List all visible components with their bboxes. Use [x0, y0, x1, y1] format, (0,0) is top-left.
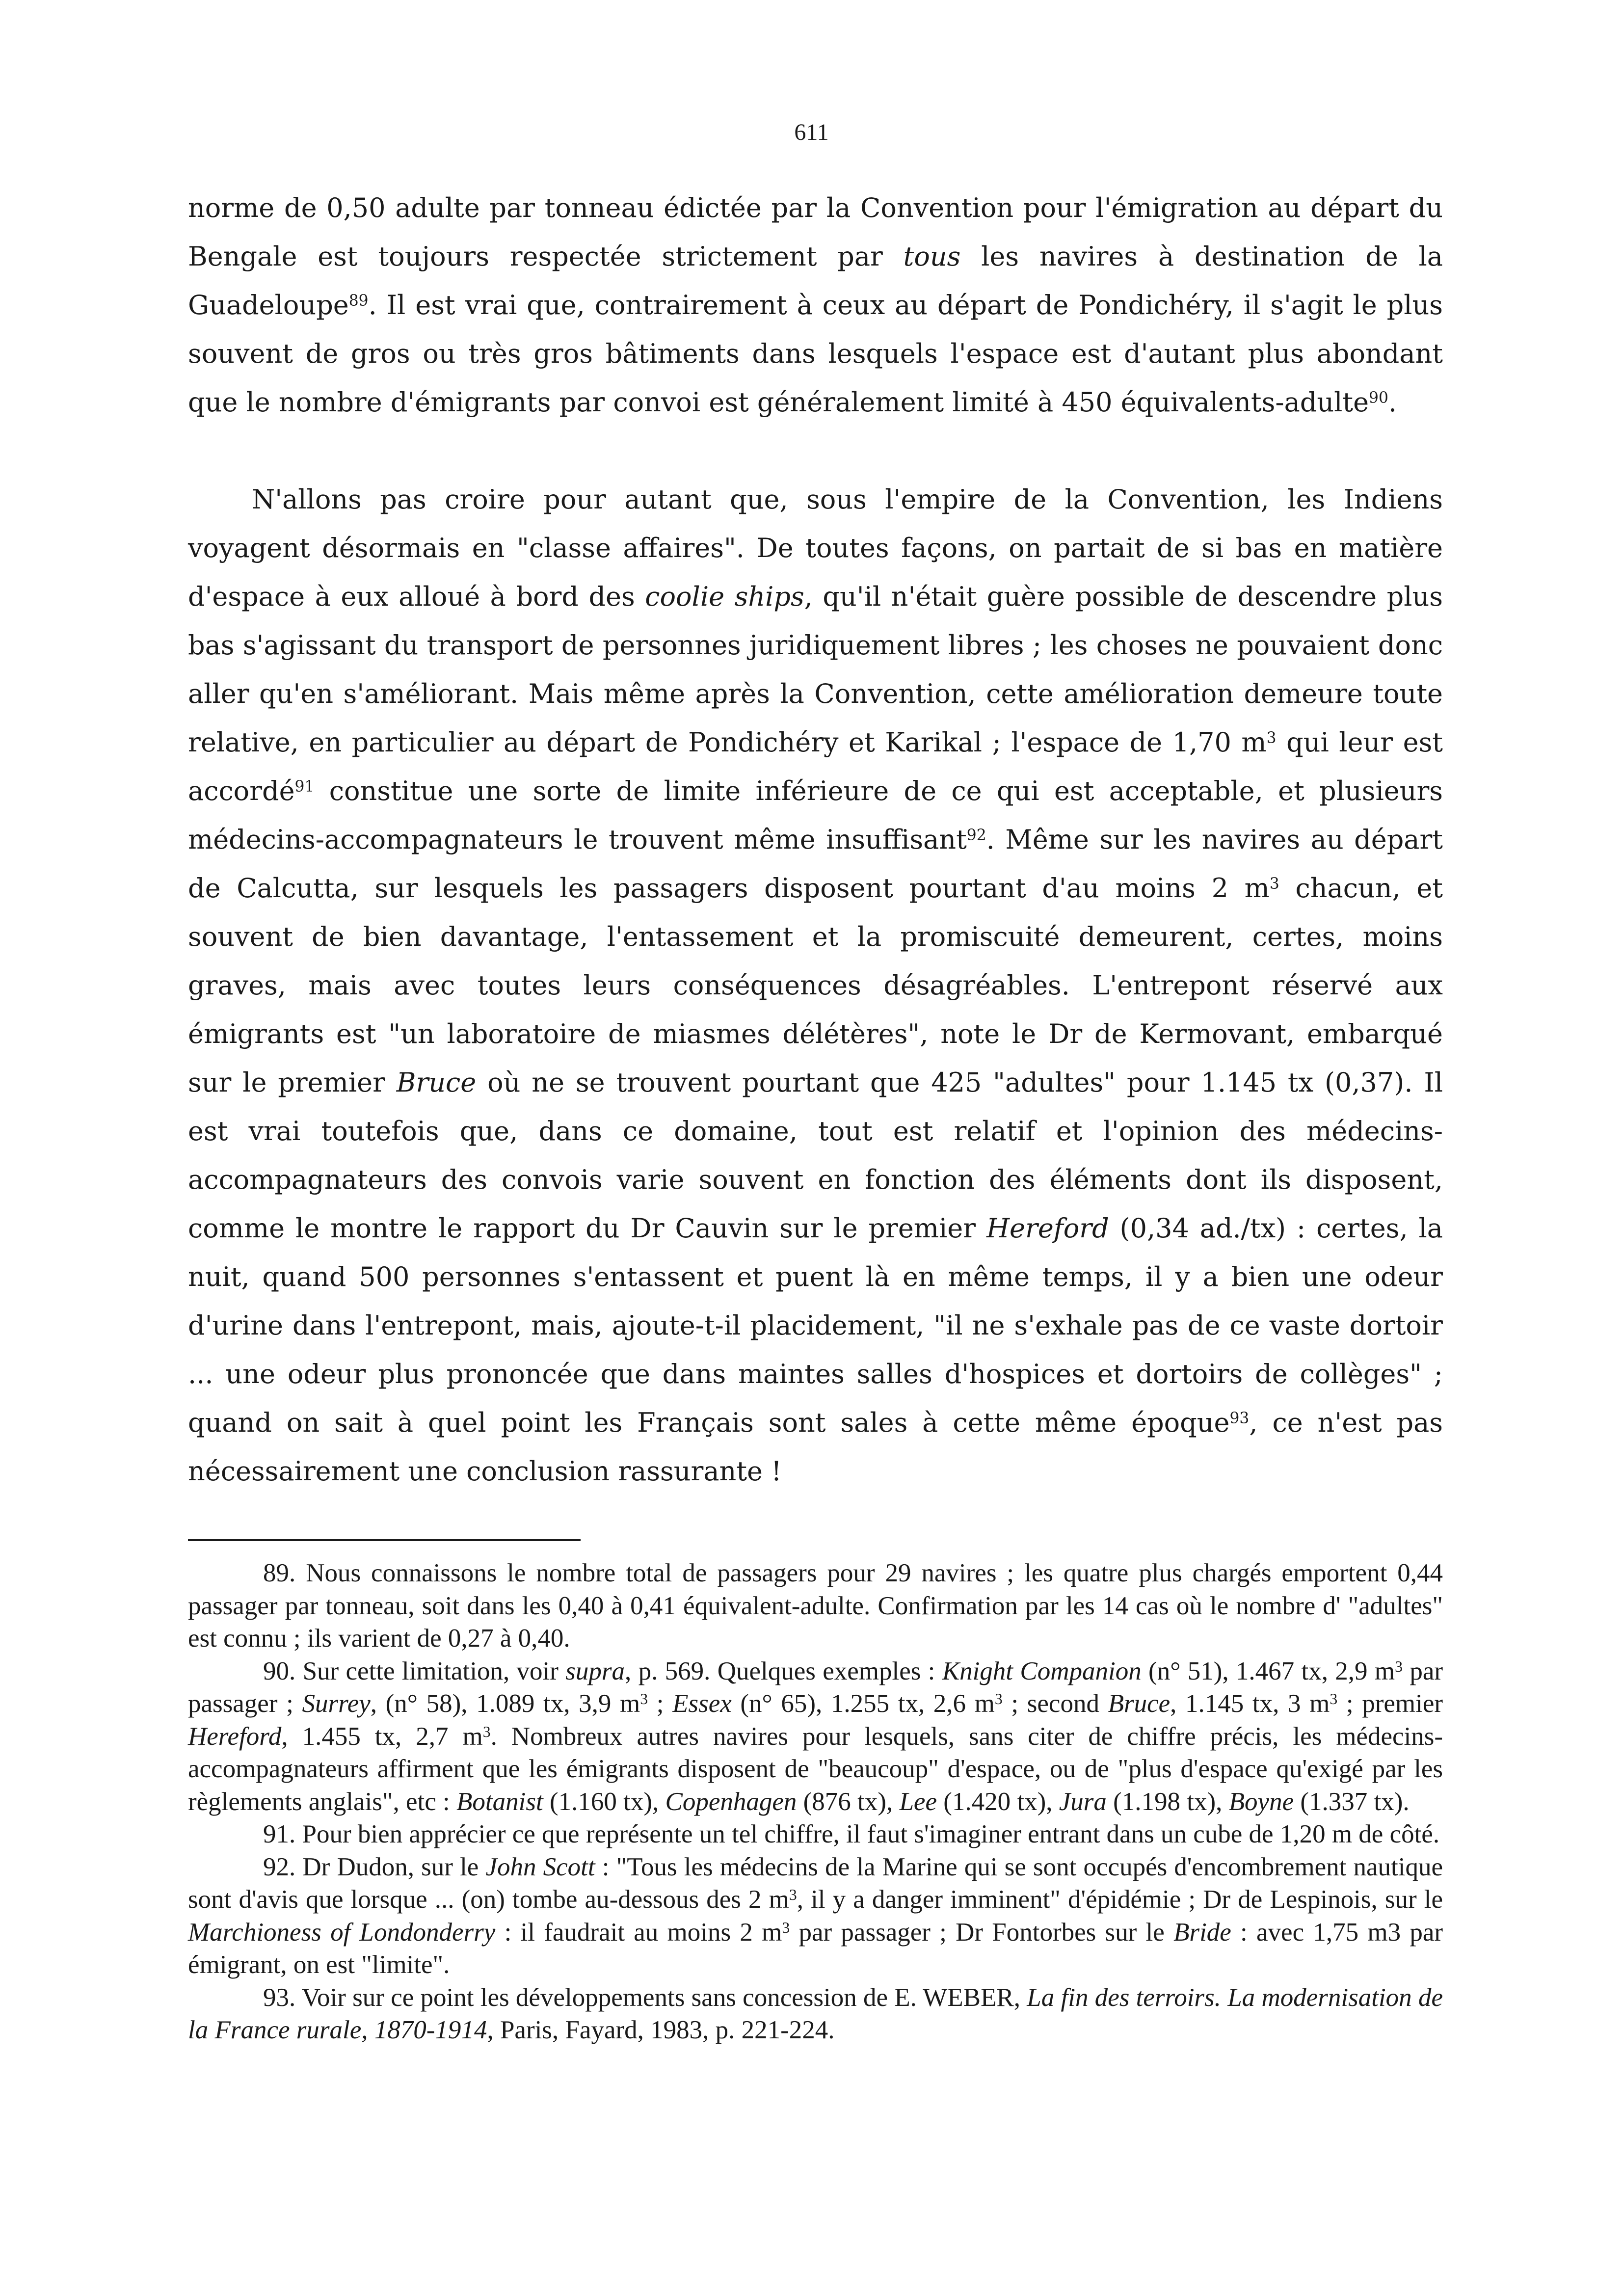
- italic-term: tous: [903, 241, 961, 272]
- footnote-90: 90. Sur cette limitation, voir supra, p. 569. Quelques exemples : Knight Companion (n° 51), 1.467 tx, 2,9 $m^3$ par passager ; Surrey, (n° 58), 1.089 tx, 3,9 $m^3$ ; Essex (n° 65), 1.255 tx, 2,6 $m^3$ ; second Bruce, 1.145 tx, 3 $m^3$ ; premier Hereford, 1.455 tx, 2,7 $m^3$. Nombreux autres navires pour lesquels, sans citer de chiffre précis, les médecins-accompagnateurs affirment que les émigrants disposent de "beaucoup" d'espace, ou de "plus d'espace qu'exigé par les règlements anglais", etc : Botanist (1.160 tx), Copenhagen (876 tx), Lee (1.420 tx), Jura (1.198 tx), Boyne (1.337 tx).: [188, 1656, 1443, 1816]
- paragraph-1: norme de 0,50 adulte par tonneau édictée par la Convention pour l'émigration au départ du Bengale est toujours respectée strictement par tous les navires à destination de la Guadeloupe$^{89}$. Il est vrai que, contrairement à ceux au départ de Pondichéry, il s'agit le plus souvent de gros ou très gros bâtiments dans lesquels l'espace est d'autant plus abondant que le nombre d'émigrants par convoi est généralement limité à 450 équivalents-adulte$^{90}$.: [188, 192, 1443, 418]
- footnote-ref-90[interactable]: 90: [1369, 389, 1388, 407]
- footnote-92: 92. Dr Dudon, sur le John Scott : "Tous les médecins de la Marine qui se sont occupés d'encombrement nautique sont d'avis que lorsque ... (on) tombe au-dessous des 2 $m^3$, il y a danger imminent" d'épidémie ; Dr de Lespinois, sur le Marchioness of Londonderry : il faudrait au moins 2 $m^3$ par passager ; Dr Fontorbes sur le Bride : avec 1,75 m3 par émigrant, on est "limite".: [188, 1852, 1443, 1979]
- footnotes: [188, 1557, 1443, 2047]
- footnote-ref-89[interactable]: 89: [348, 292, 369, 310]
- footnote-91: 91. Pour bien apprécier ce que représente un tel chiffre, il faut s'imaginer entrant dans un cube de 1,20 m de côté.: [263, 1820, 1440, 1848]
- superscript: 3: [1269, 875, 1279, 893]
- footnote-ref-92[interactable]: 92: [966, 826, 986, 844]
- footnote-93: 93. Voir sur ce point les développements sans concession de E. WEBER, La fin des terroirs. La modernisation de la France rurale, 1870-1914, Paris, Fayard, 1983, p. 221-224.: [188, 1983, 1443, 2044]
- footnote-ref-91[interactable]: 91: [294, 777, 315, 796]
- page-number: 611: [794, 119, 829, 145]
- paragraph-2: N'allons pas croire pour autant que, sous l'empire de la Convention, les Indiens voyagent désormais en "classe affaires". De toutes façons, on partait de si bas en matière d'espace à eux alloué à bord des coolie ships, qu'il n'était guère possible de descendre plus bas s'agissant du transport de personnes juridiquement libres ; les choses ne pouvaient donc aller qu'en s'améliorant. Mais même après la Convention, cette amélioration demeure toute relative, en particulier au départ de Pondichéry et Karikal ; l'espace de 1,70 $m^3$ qui leur est accordé$^{91}$ constitue une sorte de limite inférieure de ce qui est acceptable, et plusieurs médecins-accompagnateurs le trouvent même insuffisant$^{92}$. Même sur les navires au départ de Calcutta, sur lesquels les passagers disposent pourtant d'au moins 2 $m^3$ chacun, et souvent de bien davantage, l'entassement et la promiscuité demeurent, certes, moins graves, mais avec toutes leurs conséquences désagréables. L'entrepont réservé aux émigrants est "un laboratoire de miasmes délétères", note le Dr de Kermovant, embarqué sur le premier Bruce où ne se trouvent pourtant que 425 "adultes" pour 1.145 tx (0,37). Il est vrai toutefois que, dans ce domaine, tout est relatif et l'opinion des médecins-accompagnateurs des convois varie souvent en fonction des éléments dont ils disposent, comme le montre le rapport du Dr Cauvin sur le premier Hereford (0,34 ad./tx) : certes, la nuit, quand 500 personnes s'entassent et puent là en même temps, il y a bien une odeur d'urine dans l'entrepont, mais, ajoute-t-il placidement, "il ne s'exhale pas de ce vaste dortoir ... une odeur plus prononcée que dans maintes salles d'hospices et dortoirs de collèges" ; quand on sait à quel point les Français sont sales à cette même époque$^{93}$, ce n'est pas nécessairement une conclusion rassurante !: [188, 484, 1443, 1487]
- ship-name: Bruce: [396, 1067, 477, 1098]
- superscript: 3: [1266, 729, 1277, 747]
- italic-term: coolie ships: [645, 581, 804, 612]
- footnote-separator: [188, 1539, 581, 1541]
- footnote-ref-93[interactable]: 93: [1229, 1409, 1250, 1427]
- footnote-89: 89. Nous connaissons le nombre total de passagers pour 29 navires ; les quatre plus chargés emportent 0,44 passager par tonneau, soit dans les 0,40 à 0,41 équivalent-adulte. Confirmation par les 14 cas où le nombre d' "adultes" est connu ; ils varient de 0,27 à 0,40.: [188, 1559, 1443, 1653]
- ship-name: Hereford: [986, 1213, 1109, 1244]
- body-text: [188, 184, 1443, 1495]
